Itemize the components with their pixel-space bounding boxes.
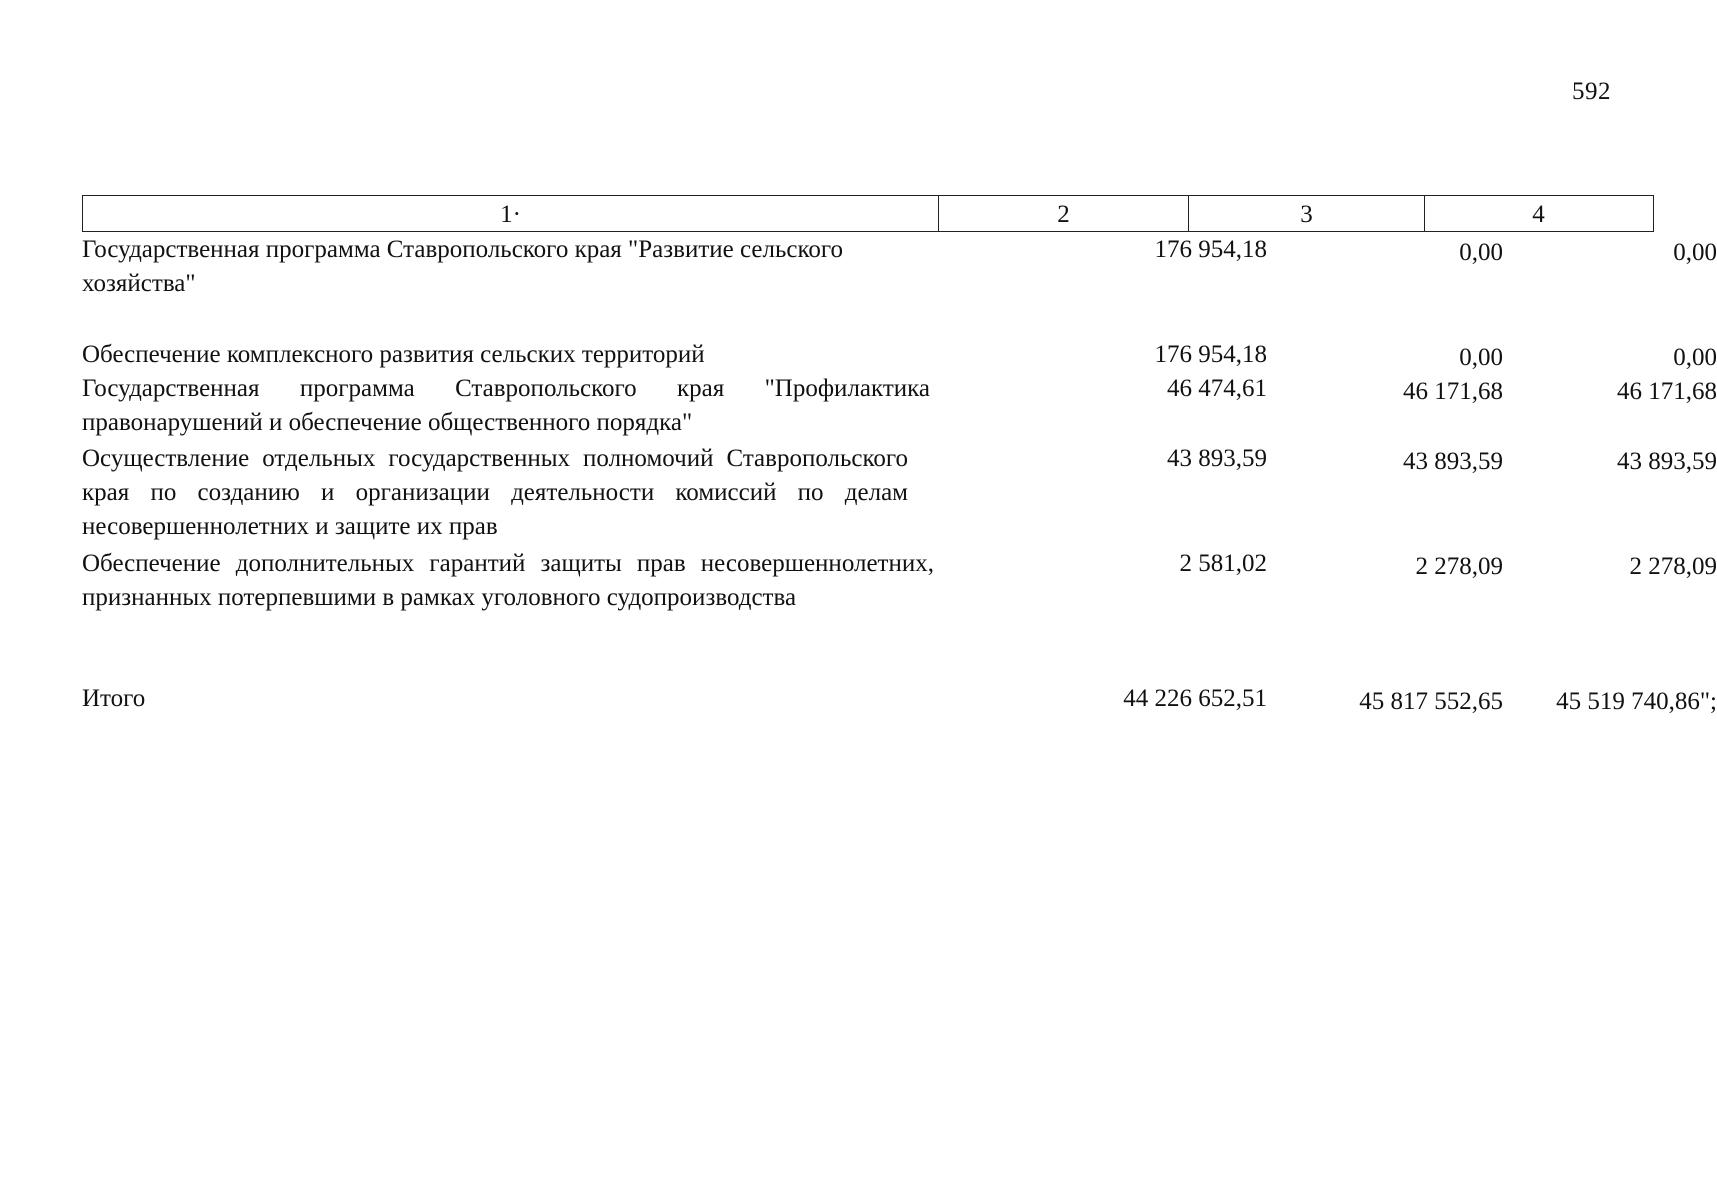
header-col-3: 3 [1189,196,1425,231]
row-value-col4: 2 278,09 [1629,553,1717,580]
row-value-col2: 46 474,61 [1167,375,1267,402]
budget-table [82,195,1717,715]
row-value-col3: 46 171,68 [1403,378,1503,405]
row-name: Государственная программа Ставропольского края "Развитие сельского хозяйства" [82,236,843,297]
row-value-col3: 45 817 552,65 [1359,688,1503,715]
row-name: Осуществление отдельных государственных полномочий Ставропольского края по созданию и организации деятельности комиссий по делам несовершеннолетних и защите их прав [82,445,908,540]
row-value-col2: 176 954,18 [1154,236,1267,263]
row-value-col4: 43 893,59 [1617,448,1717,475]
header-col-4: 4 [1532,201,1545,228]
table-header-row [82,195,1654,232]
row-value-col4: 0,00 [1673,344,1717,371]
row-value-col2: 2 581,02 [1179,550,1267,577]
row-value-col2: 43 893,59 [1167,445,1267,472]
row-name: Обеспечение комплексного развития сельских территорий [82,341,705,368]
row-name: Государственная программа Ставропольского края "Профилактика правонарушений и обеспечение общественного порядка" [82,375,930,436]
row-value-col4: 46 171,68 [1617,378,1717,405]
page-number: 592 [1572,78,1611,105]
row-value-col2: 176 954,18 [1154,341,1267,368]
row-value-col3: 2 278,09 [1415,553,1503,580]
row-value-col4: 45 519 740,86"; [1556,688,1717,715]
row-name: Обеспечение дополнительных гарантий защиты прав несовершеннолетних, признанных потерпевшими в рамках уголовного судопроизводства [82,550,934,611]
row-value-col2: 44 226 652,51 [1123,685,1267,712]
row-value-col3: 0,00 [1459,344,1503,371]
row-value-col3: 43 893,59 [1403,448,1503,475]
row-value-col4: 0,00 [1673,239,1717,266]
header-col-2: 2 [939,196,1189,231]
row-name: Итого [82,685,146,712]
row-value-col3: 0,00 [1459,239,1503,266]
header-col-1: 1· [83,196,939,231]
